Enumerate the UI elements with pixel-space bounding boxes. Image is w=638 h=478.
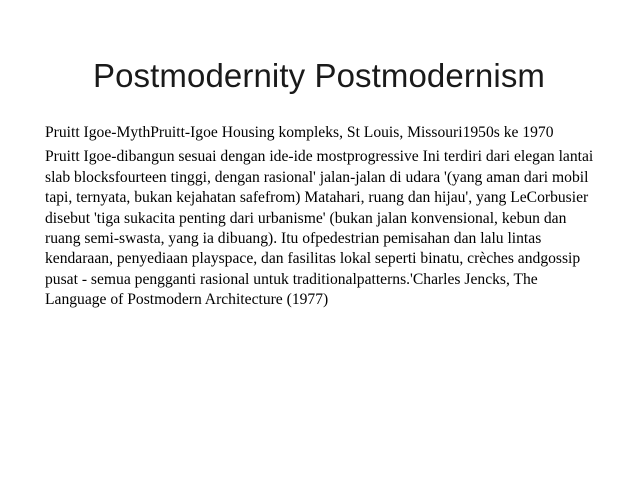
paragraph-intro: Pruitt Igoe-MythPruitt-Igoe Housing kompleks, St Louis, Missouri1950s ke 1970 — [45, 124, 554, 141]
paragraph-quote: Pruitt Igoe-dibangun sesuai dengan ide-ide mostprogressive Ini terdiri dari elegan lantai slab blocksfourteen tinggi, dengan rasional' jalan-jalan di udara '(yang aman dari mobil tapi, ternyata, bukan kejahatan safefrom) Matahari, ruang dan hijau', yang LeCorbusier disebut 'tiga sukacita penting dari urbanisme' (bukan jalan konvensional, kebun dan ruang semi-swasta, yang ia dibuang). Itu ofpedestrian pemisahan dan lalu lintas kendaraan, penyediaan playspace, dan fasilitas lokal seperti binatu, crèches andgossip pusat - semua pengganti rasional untuk traditionalpatterns.'Charles Jencks, The Language of Postmodern Architecture (1977) — [45, 148, 594, 309]
slide-body — [45, 123, 595, 315]
slide-title: Postmodernity Postmodernism — [92, 57, 546, 94]
